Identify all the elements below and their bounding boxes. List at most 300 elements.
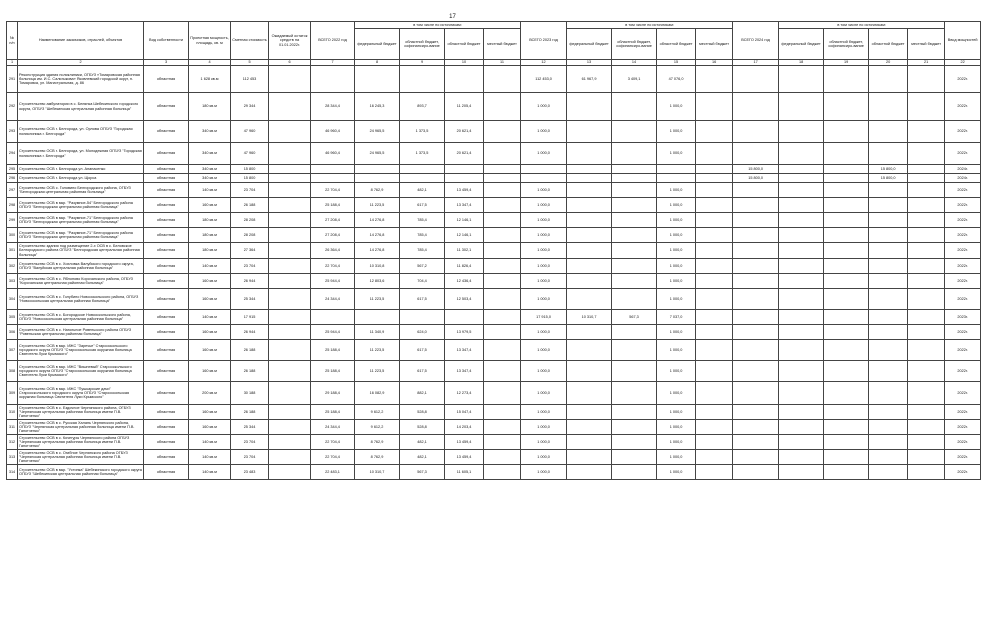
cell-o22: 13 979,5: [445, 325, 484, 340]
cell-year: 2022г.: [945, 121, 981, 143]
column-number: 1: [7, 60, 18, 66]
cell-o23: 1 000,0: [657, 228, 696, 243]
cell-l23: [696, 382, 733, 405]
cell-o23: 1 000,0: [657, 382, 696, 405]
cell-r24: [824, 310, 869, 325]
cell-l22: [484, 382, 521, 405]
cell-f23: [567, 465, 612, 480]
cell-o24: [869, 143, 908, 165]
cell-l24: [908, 213, 945, 228]
cell-f23: [567, 259, 612, 274]
column-number: 7: [311, 60, 355, 66]
cell-t23: 1 000,0: [521, 198, 567, 213]
cell-r24: [824, 93, 869, 121]
cell-o23: 1 000,0: [657, 340, 696, 361]
header-obl-2023: областной бюджет: [657, 29, 696, 60]
cell-f24: [779, 450, 824, 465]
column-number: 10: [445, 60, 484, 66]
table-row: [7, 435, 981, 450]
cell-name: Строительство ОСВ в с. Яблоново Корочанского района, ОГБУЗ "Корочанская центральная районная больница": [18, 274, 144, 289]
cell-r23: [612, 143, 657, 165]
cell-cap: 160 кв.м: [189, 340, 231, 361]
cell-cap: 340 кв.м: [189, 174, 231, 183]
cell-rem: [269, 93, 311, 121]
cell-r23: [612, 121, 657, 143]
cell-est: 15 800: [231, 174, 269, 183]
cell-f24: [779, 420, 824, 435]
table-row: [7, 361, 981, 382]
cell-t23: [521, 165, 567, 174]
cell-r24: [824, 361, 869, 382]
cell-r22: 617,5: [400, 289, 445, 310]
cell-own: областная: [144, 465, 189, 480]
cell-est: 28 208: [231, 228, 269, 243]
cell-est: 26 188: [231, 340, 269, 361]
cell-est: 25 344: [231, 420, 269, 435]
cell-l24: [908, 289, 945, 310]
cell-year: 2022г.: [945, 289, 981, 310]
cell-n: 294: [7, 143, 18, 165]
cell-est: 26 944: [231, 325, 269, 340]
column-number: 12: [521, 60, 567, 66]
cell-r23: 3 409,1: [612, 66, 657, 93]
cell-f22: 11 223,5: [355, 340, 400, 361]
cell-n: 301: [7, 243, 18, 259]
cell-rem: [269, 435, 311, 450]
cell-n: 306: [7, 325, 18, 340]
cell-o22: 13 459,4: [445, 450, 484, 465]
cell-year: 2022г.: [945, 259, 981, 274]
cell-l23: [696, 198, 733, 213]
header-total-2024: ВСЕГО 2024 год: [733, 22, 779, 60]
header-total-2023: ВСЕГО 2023 год: [521, 22, 567, 60]
table-row: [7, 143, 981, 165]
cell-t23: 1 000,0: [521, 93, 567, 121]
cell-own: областная: [144, 228, 189, 243]
cell-f24: [779, 274, 824, 289]
cell-f22: 11 340,9: [355, 325, 400, 340]
cell-year: 2022г.: [945, 435, 981, 450]
cell-l24: [908, 143, 945, 165]
cell-t23: 1 000,0: [521, 228, 567, 243]
cell-l23: [696, 183, 733, 198]
cell-o22: [445, 66, 484, 93]
table-row: [7, 93, 981, 121]
cell-l23: [696, 274, 733, 289]
table-row: [7, 420, 981, 435]
cell-t23: 1 000,0: [521, 289, 567, 310]
cell-year: 2024г.: [945, 165, 981, 174]
cell-f24: [779, 340, 824, 361]
cell-f24: [779, 143, 824, 165]
cell-f22: 8 762,9: [355, 183, 400, 198]
cell-r22: 482,1: [400, 183, 445, 198]
cell-r22: [400, 165, 445, 174]
cell-r22: 567,3: [400, 465, 445, 480]
cell-l24: [908, 165, 945, 174]
cell-n: 311: [7, 420, 18, 435]
cell-o24: [869, 66, 908, 93]
cell-l23: [696, 93, 733, 121]
cell-r23: [612, 259, 657, 274]
cell-o24: [869, 243, 908, 259]
cell-year: 2022г.: [945, 465, 981, 480]
cell-t24: [733, 340, 779, 361]
cell-o22: [445, 174, 484, 183]
cell-n: 297: [7, 183, 18, 198]
cell-year: 2022г.: [945, 274, 981, 289]
cell-r22: 1 373,5: [400, 121, 445, 143]
cell-name: Строительство ОСВ в с. Богородское Новооскольского района, ОГБУЗ "Новооскольская центральная районная больница": [18, 310, 144, 325]
cell-r24: [824, 420, 869, 435]
cell-o22: [445, 165, 484, 174]
cell-f23: [567, 289, 612, 310]
cell-r24: [824, 274, 869, 289]
cell-rem: [269, 198, 311, 213]
cell-l23: [696, 405, 733, 420]
cell-est: 26 944: [231, 274, 269, 289]
cell-l23: [696, 340, 733, 361]
cell-est: 23 704: [231, 183, 269, 198]
cell-r23: [612, 420, 657, 435]
cell-cap: 180 кв.м: [189, 243, 231, 259]
cell-o24: [869, 361, 908, 382]
cell-rem: [269, 274, 311, 289]
cell-o23: [657, 165, 696, 174]
cell-t23: 1 000,0: [521, 243, 567, 259]
cell-r23: [612, 174, 657, 183]
cell-t23: 1 000,0: [521, 382, 567, 405]
cell-o22: 12 146,1: [445, 228, 484, 243]
cell-r22: 624,0: [400, 325, 445, 340]
cell-o24: [869, 450, 908, 465]
cell-r22: 785,4: [400, 243, 445, 259]
cell-f23: [567, 405, 612, 420]
cell-name: Строительство ОСВ в мкр. ИЖС "Заречье" Старооскольского городского округа ОГБУЗ "Старооскольская окружная больница Святителя Луки Крымского": [18, 340, 144, 361]
cell-est: 25 344: [231, 289, 269, 310]
cell-o23: 1 000,0: [657, 259, 696, 274]
cell-rem: [269, 66, 311, 93]
cell-r24: [824, 121, 869, 143]
cell-name: Строительство ОСВ в с. Хохловка Валуйского городского округа, ОГБУЗ "Валуйская центральная районная больница": [18, 259, 144, 274]
cell-r23: [612, 435, 657, 450]
table-row: [7, 310, 981, 325]
cell-t22: [311, 174, 355, 183]
cell-o23: 1 000,0: [657, 289, 696, 310]
cell-f23: [567, 382, 612, 405]
cell-r22: 482,1: [400, 435, 445, 450]
cell-n: 299: [7, 213, 18, 228]
cell-t24: [733, 198, 779, 213]
table-row: [7, 243, 981, 259]
cell-year: 2022г.: [945, 450, 981, 465]
cell-l24: [908, 420, 945, 435]
cell-year: 2022г.: [945, 228, 981, 243]
cell-cap: 140 кв.м: [189, 259, 231, 274]
cell-t24: [733, 325, 779, 340]
cell-est: 15 800: [231, 165, 269, 174]
cell-t24: [733, 213, 779, 228]
cell-t22: 22 704,4: [311, 435, 355, 450]
cell-l22: [484, 243, 521, 259]
cell-l22: [484, 228, 521, 243]
cell-own: областная: [144, 259, 189, 274]
cell-own: областная: [144, 382, 189, 405]
cell-f22: 12 803,6: [355, 274, 400, 289]
cell-o22: 11 826,4: [445, 259, 484, 274]
cell-o23: 1 000,0: [657, 405, 696, 420]
cell-t23: 1 000,0: [521, 465, 567, 480]
page-number: 17: [449, 14, 456, 20]
cell-est: 47 960: [231, 143, 269, 165]
cell-rem: [269, 420, 311, 435]
cell-t24: [733, 274, 779, 289]
cell-n: 305: [7, 310, 18, 325]
column-number: 11: [484, 60, 521, 66]
cell-t24: [733, 289, 779, 310]
cell-l24: [908, 405, 945, 420]
cell-f22: 16 082,9: [355, 382, 400, 405]
cell-t24: [733, 93, 779, 121]
cell-r24: [824, 174, 869, 183]
cell-cap: 140 кв.м: [189, 310, 231, 325]
cell-n: 308: [7, 361, 18, 382]
cell-n: 313: [7, 450, 18, 465]
header-fed-2024: федеральный бюджет: [779, 29, 824, 60]
cell-r24: [824, 435, 869, 450]
cell-name: Строительство ОСВ в с. Ездочное Чернянского района, ОГБУЗ "Чернянская центральная районная больница имени П.В. Гапотченко": [18, 405, 144, 420]
cell-f22: 8 762,9: [355, 450, 400, 465]
cell-o24: [869, 382, 908, 405]
cell-l22: [484, 165, 521, 174]
cell-f24: [779, 198, 824, 213]
header-reg-2023: областной бюджет, софинансиро-вание: [612, 29, 657, 60]
table-row: [7, 382, 981, 405]
cell-t23: 1 000,0: [521, 213, 567, 228]
cell-l23: [696, 289, 733, 310]
cell-year: 2022г.: [945, 143, 981, 165]
cell-f22: [355, 165, 400, 174]
cell-o23: 1 000,0: [657, 198, 696, 213]
cell-n: 312: [7, 435, 18, 450]
cell-n: 303: [7, 274, 18, 289]
cell-l22: [484, 435, 521, 450]
cell-o23: 1 000,0: [657, 143, 696, 165]
cell-name: Строительство ОСВ в мкр. "Разумное-54" Белгородского района ОГБУЗ "Белгородская центральная районная больница": [18, 198, 144, 213]
cell-r24: [824, 143, 869, 165]
cell-t22: [311, 66, 355, 93]
cell-est: 28 208: [231, 213, 269, 228]
cell-f24: [779, 228, 824, 243]
cell-rem: [269, 405, 311, 420]
cell-rem: [269, 450, 311, 465]
cell-own: областная: [144, 66, 189, 93]
cell-r22: 617,5: [400, 340, 445, 361]
cell-r24: [824, 450, 869, 465]
cell-rem: [269, 121, 311, 143]
cell-t22: 25 188,4: [311, 340, 355, 361]
cell-est: 26 188: [231, 198, 269, 213]
cell-r23: [612, 289, 657, 310]
cell-o23: 1 000,0: [657, 435, 696, 450]
cell-f22: 9 612,2: [355, 405, 400, 420]
cell-cap: 160 кв.м: [189, 274, 231, 289]
cell-r22: 785,4: [400, 213, 445, 228]
cell-f24: [779, 361, 824, 382]
cell-name: Строительство ОСВ в с. Нагольное Ровеньского района ОГБУЗ "Ровеньская центральная районная больница": [18, 325, 144, 340]
cell-f23: [567, 143, 612, 165]
cell-t22: 24 344,4: [311, 289, 355, 310]
cell-o24: [869, 340, 908, 361]
cell-r23: [612, 228, 657, 243]
column-number: 17: [733, 60, 779, 66]
cell-own: областная: [144, 143, 189, 165]
cell-rem: [269, 289, 311, 310]
cell-f23: 61 967,9: [567, 66, 612, 93]
cell-r24: [824, 325, 869, 340]
cell-f24: [779, 93, 824, 121]
cell-r23: [612, 198, 657, 213]
cell-r23: [612, 361, 657, 382]
cell-r22: 1 373,5: [400, 143, 445, 165]
cell-f22: 14 276,8: [355, 243, 400, 259]
cell-cap: 160 кв.м: [189, 420, 231, 435]
cell-f24: [779, 382, 824, 405]
cell-f24: [779, 325, 824, 340]
cell-o22: 11 205,4: [445, 93, 484, 121]
cell-o23: 1 000,0: [657, 93, 696, 121]
cell-est: 23 704: [231, 450, 269, 465]
cell-t24: 15 800,0: [733, 174, 779, 183]
cell-f24: [779, 289, 824, 310]
cell-o23: 1 000,0: [657, 183, 696, 198]
cell-o24: 15 800,0: [869, 174, 908, 183]
cell-t24: [733, 465, 779, 480]
cell-o23: 1 000,0: [657, 274, 696, 289]
table-row: [7, 340, 981, 361]
header-capacity: Проектная мощность, площадь, кв. м: [189, 22, 231, 60]
cell-f22: 14 276,8: [355, 213, 400, 228]
cell-o22: 12 146,1: [445, 213, 484, 228]
cell-r22: 785,4: [400, 228, 445, 243]
cell-l23: [696, 465, 733, 480]
cell-t23: 1 000,0: [521, 340, 567, 361]
cell-t24: [733, 143, 779, 165]
cell-l24: [908, 340, 945, 361]
cell-l24: [908, 259, 945, 274]
cell-r23: [612, 243, 657, 259]
cell-name: Строительство ОСВ в мкр. ИЖС "Пушкарские дачи" Старооскольского городского округа ОГБУЗ "Старооскольская окружная больница Святителя Луки Крымского": [18, 382, 144, 405]
cell-name: Строительство ОСВ с. Головино Белгородского района, ОГБУЗ "Белгородская центральная районная больница": [18, 183, 144, 198]
cell-name: Строительство ОСВ г. Белгорода ул. Апанасенко: [18, 165, 144, 174]
cell-own: областная: [144, 289, 189, 310]
cell-n: 314: [7, 465, 18, 480]
cell-o23: 1 000,0: [657, 243, 696, 259]
cell-f23: [567, 228, 612, 243]
cell-l23: [696, 420, 733, 435]
cell-r23: [612, 165, 657, 174]
cell-cap: 340 кв.м: [189, 143, 231, 165]
cell-o23: [657, 174, 696, 183]
cell-rem: [269, 325, 311, 340]
cell-year: 2022г.: [945, 382, 981, 405]
cell-t22: 26 364,4: [311, 243, 355, 259]
cell-cap: 180 кв.м: [189, 213, 231, 228]
cell-name: Строительство ОСВ в мкр. "Устинка" Шебекинского городского округа ОГБУЗ "Шебекинская центральная районная больница": [18, 465, 144, 480]
table-row: [7, 228, 981, 243]
cell-r24: [824, 165, 869, 174]
cell-own: областная: [144, 361, 189, 382]
cell-f22: 14 276,8: [355, 228, 400, 243]
cell-n: 310: [7, 405, 18, 420]
cell-year: 2022г.: [945, 361, 981, 382]
cell-own: областная: [144, 183, 189, 198]
column-number: 8: [355, 60, 400, 66]
cell-o23: 1 000,0: [657, 213, 696, 228]
cell-o24: [869, 93, 908, 121]
cell-f23: [567, 121, 612, 143]
cell-rem: [269, 310, 311, 325]
cell-o22: 13 459,4: [445, 435, 484, 450]
cell-t22: 22 704,4: [311, 183, 355, 198]
cell-est: 23 483: [231, 465, 269, 480]
table-row: [7, 213, 981, 228]
table-row: [7, 450, 981, 465]
cell-l22: [484, 450, 521, 465]
cell-o24: [869, 310, 908, 325]
cell-t24: [733, 121, 779, 143]
cell-est: 112 453: [231, 66, 269, 93]
cell-name: Реконструкция здания поликлиники, ОГБУЗ «Томаровская районная больница им. И.С. Сальтыкова» Яковлевский городской округ, п. Томаровка, ул. Магистральная, д. 86: [18, 66, 144, 93]
cell-o24: [869, 198, 908, 213]
table-row: [7, 198, 981, 213]
cell-year: 2023г.: [945, 310, 981, 325]
table-row: [7, 121, 981, 143]
cell-own: областная: [144, 121, 189, 143]
column-number: 20: [869, 60, 908, 66]
cell-t24: [733, 405, 779, 420]
cell-r23: [612, 340, 657, 361]
cell-l24: [908, 228, 945, 243]
cell-rem: [269, 143, 311, 165]
cell-t23: 17 915,0: [521, 310, 567, 325]
cell-own: областная: [144, 405, 189, 420]
cell-t22: 25 944,4: [311, 274, 355, 289]
cell-f23: [567, 274, 612, 289]
cell-rem: [269, 243, 311, 259]
cell-o22: [445, 310, 484, 325]
cell-r23: [612, 183, 657, 198]
cell-o23: 1 000,0: [657, 420, 696, 435]
cell-t22: 29 188,4: [311, 382, 355, 405]
cell-cap: 180 кв.м: [189, 93, 231, 121]
header-sources-2022: в том числе по источникам:: [355, 22, 521, 29]
cell-f22: 10 310,7: [355, 465, 400, 480]
cell-est: 47 960: [231, 121, 269, 143]
cell-f22: 9 612,2: [355, 420, 400, 435]
header-fed-2022: федеральный бюджет: [355, 29, 400, 60]
cell-t23: 1 000,0: [521, 259, 567, 274]
cell-own: областная: [144, 310, 189, 325]
cell-n: 300: [7, 228, 18, 243]
cell-t22: [311, 310, 355, 325]
cell-o22: 13 347,4: [445, 340, 484, 361]
cell-o22: 13 347,4: [445, 361, 484, 382]
cell-est: 30 188: [231, 382, 269, 405]
cell-l24: [908, 325, 945, 340]
column-number: 9: [400, 60, 445, 66]
column-number: 14: [612, 60, 657, 66]
